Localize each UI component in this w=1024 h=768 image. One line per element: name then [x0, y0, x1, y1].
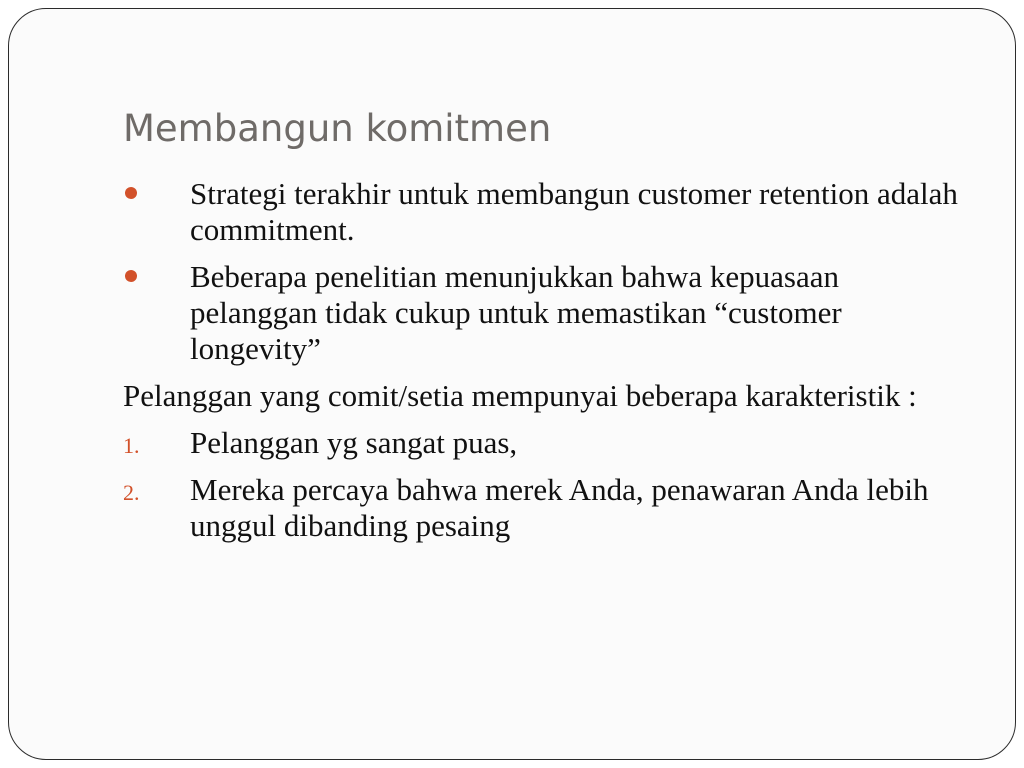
bullet-item — [123, 176, 963, 248]
bullet-dot-icon — [125, 187, 137, 199]
bullet-dot-icon — [125, 270, 137, 282]
numbered-text: Mereka percaya bahwa merek Anda, penawaran Anda lebih unggul dibanding pesaing — [190, 472, 929, 543]
numbered-text: Pelanggan yg sangat puas, — [190, 425, 518, 460]
slide-frame — [8, 8, 1016, 760]
numbered-item — [123, 472, 963, 544]
slide-content — [123, 176, 963, 555]
list-number: 2. — [123, 480, 140, 505]
bullet-text: Beberapa penelitian menunjukkan bahwa kepuasaan pelanggan tidak cukup untuk memastikan “customer longevity” — [190, 259, 842, 366]
bullet-text: Strategi terakhir untuk membangun customer retention adalah commitment. — [190, 176, 958, 247]
paragraph-item — [123, 378, 963, 414]
list-number: 1. — [123, 433, 140, 458]
numbered-item — [123, 425, 963, 461]
bullet-item — [123, 259, 963, 367]
slide-title: Membangun komitmen — [123, 107, 552, 150]
paragraph-text: Pelanggan yang comit/setia mempunyai beberapa karakteristik : — [123, 378, 917, 413]
